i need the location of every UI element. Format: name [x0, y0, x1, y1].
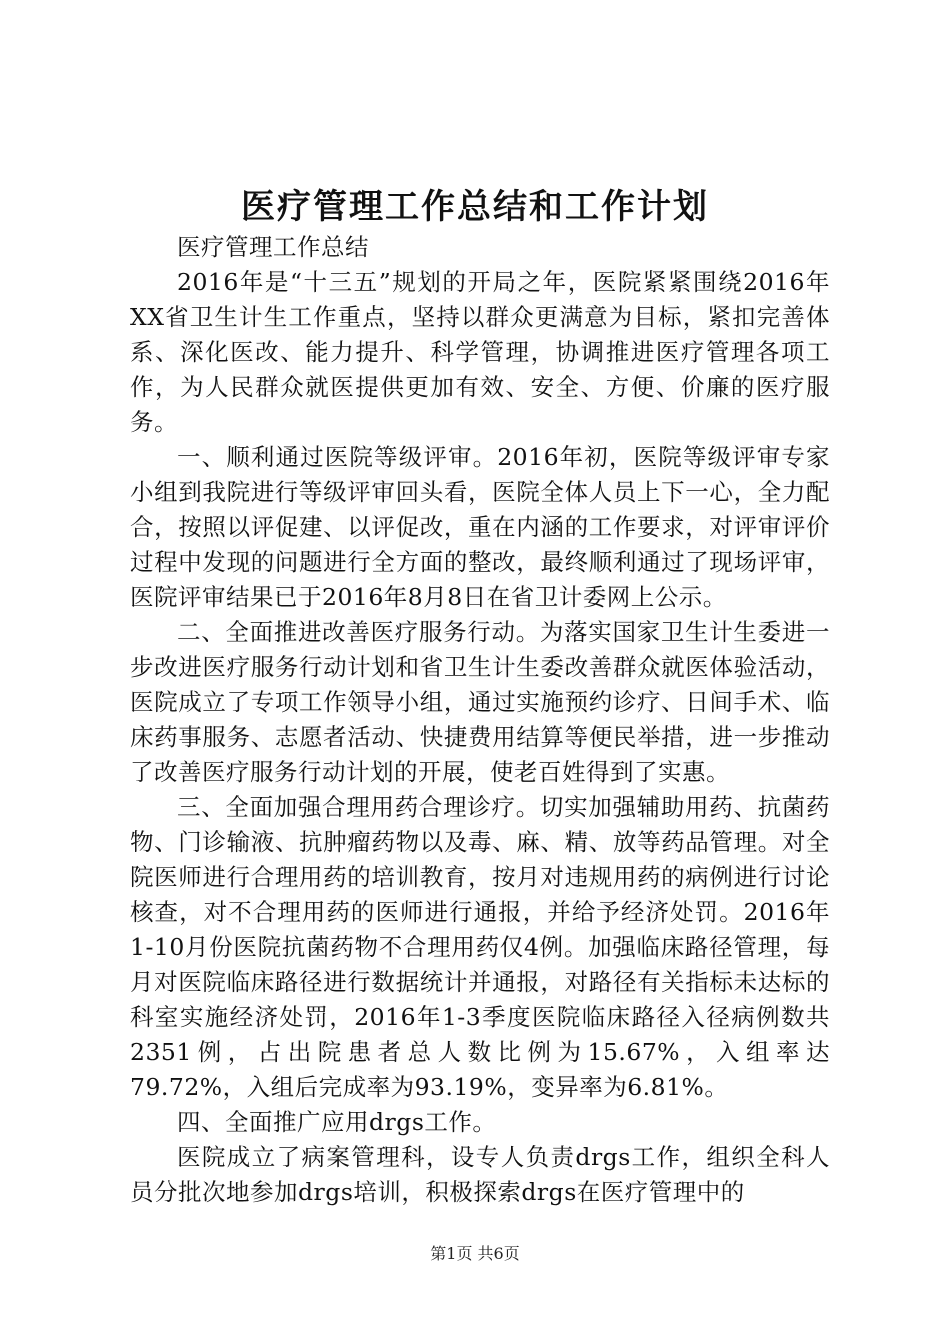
- section-heading: 医疗管理工作总结: [177, 233, 369, 261]
- document-body: [130, 230, 830, 1210]
- paragraph-intro: 2016年是“十三五”规划的开局之年，医院紧紧围绕2016年XX省卫生计生工作重点，坚持以群众更满意为目标，紧扣完善体系、深化医改、能力提升、科学管理，协调推进医疗管理各项工作，为人民群众就医提供更加有效、安全、方便、价廉的医疗服务。: [130, 268, 830, 436]
- page-number: 第1页 共6页: [430, 1244, 520, 1263]
- document-title: 医疗管理工作总结和工作计划: [241, 187, 709, 227]
- paragraph-drgs-heading: 四、全面推广应用drgs工作。: [177, 1108, 497, 1136]
- paragraph-service: 二、全面推进改善医疗服务行动。为落实国家卫生计生委进一步改进医疗服务行动计划和省卫生计生委改善群众就医体验活动，医院成立了专项工作领导小组，通过实施预约诊疗、日间手术、临床药事服务、志愿者活动、快捷费用结算等便民举措，进一步推动了改善医疗服务行动计划的开展，使老百姓得到了实惠。: [130, 618, 830, 786]
- paragraph-medication: 三、全面加强合理用药合理诊疗。切实加强辅助用药、抗菌药物、门诊输液、抗肿瘤药物以及毒、麻、精、放等药品管理。对全院医师进行合理用药的培训教育，按月对违规用药的病例进行讨论核查，对不合理用药的医师进行通报，并给予经济处罚。2016年1-10月份医院抗菌药物不合理用药仅4例。加强临床路径管理，每月对医院临床路径进行数据统计并通报，对路径有关指标未达标的科室实施经济处罚，2016年1-3季度医院临床路径入径病例数共2351例，占出院患者总人数比例为15.67%，入组率达79.72%，入组后完成率为93.19%，变异率为6.81%。: [130, 793, 830, 1101]
- paragraph-review: 一、顺利通过医院等级评审。2016年初，医院等级评审专家小组到我院进行等级评审回头看，医院全体人员上下一心，全力配合，按照以评促建、以评促改，重在内涵的工作要求，对评审评价过程中发现的问题进行全方面的整改，最终顺利通过了现场评审，医院评审结果已于2016年8月8日在省卫计委网上公示。: [130, 443, 830, 611]
- paragraph-drgs: 医院成立了病案管理科，设专人负责drgs工作，组织全科人员分批次地参加drgs培训，积极探索drgs在医疗管理中的: [130, 1143, 830, 1206]
